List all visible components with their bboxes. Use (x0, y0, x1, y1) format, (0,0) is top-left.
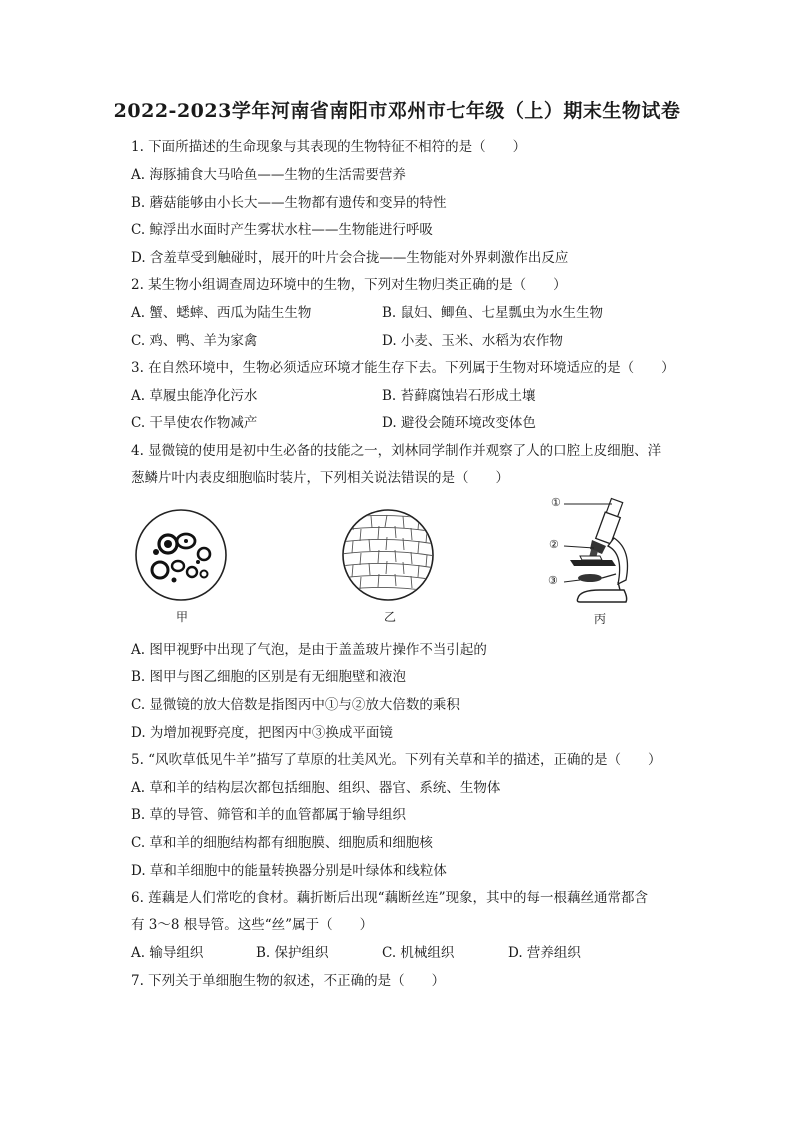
q6-option-b: B. 保护组织 (256, 945, 329, 961)
q1-option-c: C. 鲸浮出水面时产生雾状水柱——生物能进行呼吸 (131, 222, 433, 238)
q2-option-a: A. 蟹、蟋蟀、西瓜为陆生生物 (131, 305, 312, 321)
q6-stem-line2: 有 3～8 根导管。这些“丝”属于（ ） (131, 917, 374, 933)
q6-stem-line1: 6. 莲藕是人们常吃的食材。藕折断后出现“藕断丝连”现象，其中的每一根藕丝通常都含 (131, 890, 648, 906)
q4-option-c: C. 显微镜的放大倍数是指图丙中①与②放大倍数的乘积 (131, 697, 460, 713)
q6-option-c: C. 机械组织 (382, 945, 455, 961)
q1-option-a: A. 海豚捕食大马哈鱼——生物的生活需要营养 (131, 167, 406, 183)
q1-stem: 1. 下面所描述的生命现象与其表现的生物特征不相符的是（ ） (131, 139, 527, 155)
q3-option-b: B. 苔藓腐蚀岩石形成土壤 (382, 388, 536, 404)
q2-stem: 2. 某生物小组调查周边环境中的生物，下列对生物归类正确的是（ ） (131, 277, 567, 293)
figure-yi-onion-cells (341, 508, 435, 602)
q5-option-d: D. 草和羊细胞中的能量转换器分别是叶绿体和线粒体 (131, 863, 447, 879)
q4-stem-line2: 葱鳞片叶内表皮细胞临时装片，下列相关说法错误的是（ ） (131, 470, 509, 486)
microscope-mark-3: ③ (548, 574, 558, 587)
q3-option-d: D. 避役会随环境改变体色 (382, 415, 536, 431)
q4-option-b: B. 图甲与图乙细胞的区别是有无细胞壁和液泡 (131, 669, 407, 685)
q5-option-c: C. 草和羊的细胞结构都有细胞膜、细胞质和细胞核 (131, 835, 433, 851)
q6-option-a: A. 输导组织 (131, 945, 204, 961)
figure-yi-label: 乙 (384, 610, 397, 624)
q4-option-d: D. 为增加视野亮度，把图丙中③换成平面镜 (131, 725, 393, 741)
figure-bing-label: 丙 (594, 612, 607, 626)
q3-option-c: C. 干旱使农作物减产 (131, 415, 258, 431)
q7-stem: 7. 下列关于单细胞生物的叙述，不正确的是（ ） (131, 973, 446, 989)
q3-stem: 3. 在自然环境中，生物必须适应环境才能生存下去。下列属于生物对环境适应的是（ ） (131, 360, 675, 376)
q6-option-d: D. 营养组织 (508, 945, 581, 961)
figure-bing-microscope (540, 494, 640, 612)
q2-option-b: B. 鼠妇、鲫鱼、七星瓢虫为水生生物 (382, 305, 604, 321)
microscope-mark-2: ② (549, 538, 559, 551)
figure-jia-label: 甲 (176, 610, 189, 624)
q3-option-a: A. 草履虫能净化污水 (131, 388, 258, 404)
q1-option-b: B. 蘑菇能够由小长大——生物都有遗传和变异的特性 (131, 195, 447, 211)
microscope-mark-1: ① (551, 496, 561, 509)
q5-option-a: A. 草和羊的结构层次都包括细胞、组织、器官、系统、生物体 (131, 780, 501, 796)
figure-jia-cheek-cells (134, 508, 228, 602)
q5-stem: 5. “风吹草低见牛羊”描写了草原的壮美风光。下列有关草和羊的描述，正确的是（ ） (131, 752, 662, 768)
q2-option-d: D. 小麦、玉米、水稻为农作物 (382, 333, 563, 349)
q4-stem-line1: 4. 显微镜的使用是初中生必备的技能之一，刘林同学制作并观察了人的口腔上皮细胞、洋 (131, 443, 662, 459)
page-title: 2022-2023学年河南省南阳市邓州市七年级（上）期末生物试卷 (113, 100, 681, 122)
q4-option-a: A. 图甲视野中出现了气泡，是由于盖盖玻片操作不当引起的 (131, 642, 487, 658)
q1-option-d: D. 含羞草受到触碰时，展开的叶片会合拢——生物能对外界刺激作出反应 (131, 250, 569, 266)
q2-option-c: C. 鸡、鸭、羊为家禽 (131, 333, 258, 349)
q5-option-b: B. 草的导管、筛管和羊的血管都属于输导组织 (131, 807, 407, 823)
